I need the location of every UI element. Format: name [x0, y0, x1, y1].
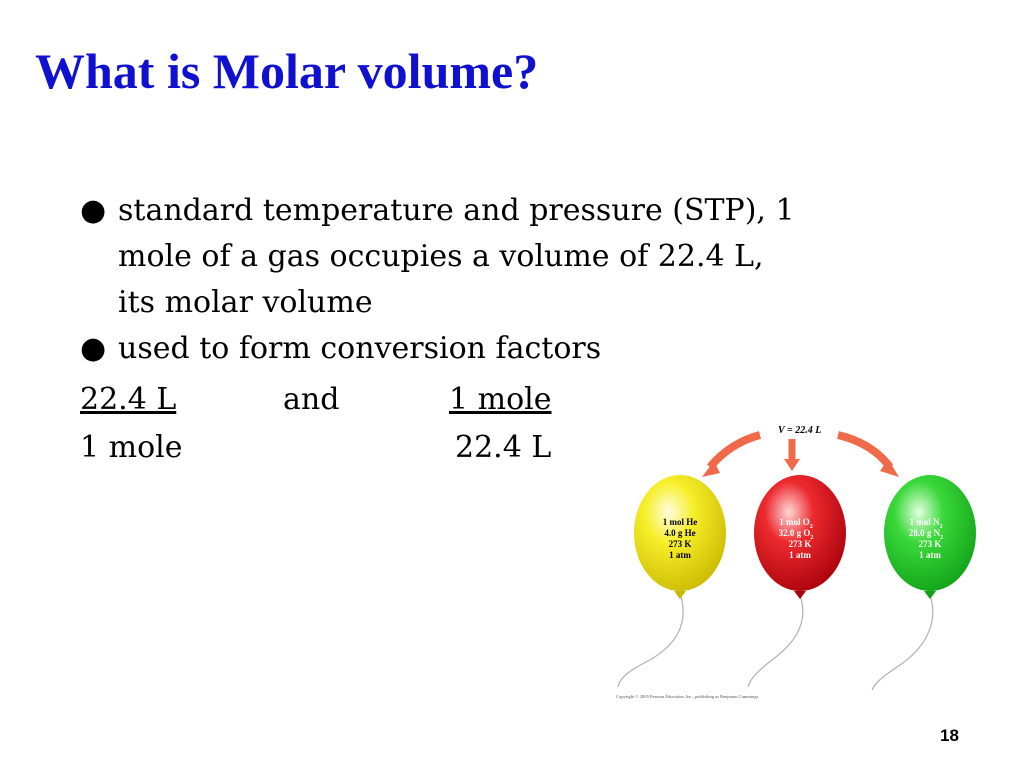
arrow-right-icon: [838, 435, 890, 467]
page-number: 18: [940, 726, 959, 745]
bullet-dot-icon: ●: [80, 193, 107, 228]
factor2-numerator: 1 mole: [449, 382, 552, 417]
balloons-figure: [610, 415, 985, 705]
balloon-text: 28.0 g $N_2$: [908, 528, 944, 541]
bullet-item-2: [80, 326, 900, 372]
arrow-left-icon: [710, 435, 760, 467]
arrow-center-head-icon: [784, 459, 800, 471]
balloon-string-icon: [618, 593, 683, 687]
balloon-string-icon: [748, 595, 803, 687]
balloon-nitrogen: [884, 475, 976, 599]
volume-label: V = 22.4 L: [778, 425, 822, 436]
balloon-text: 1 mol He: [662, 517, 698, 527]
balloon-text: 273 K: [918, 539, 942, 549]
balloon-string-icon: [872, 595, 933, 690]
balloon-text: 273 K: [788, 539, 812, 549]
balloon-text: 1 mol $O_2$: [779, 517, 813, 530]
bullet-line: standard temperature and pressure (STP), 1: [118, 193, 795, 228]
balloon-text: 273 K: [668, 539, 692, 549]
balloon-text: 1 atm: [669, 550, 691, 560]
slide-title: What is Molar volume?: [35, 43, 539, 99]
bullet-item-1: [80, 188, 900, 326]
balloon-text: 1 mol $N_2$: [909, 517, 943, 530]
conversion-connector: and: [283, 382, 340, 417]
bullet-line: its molar volume: [118, 285, 373, 320]
bullet-line: mole of a gas occupies a volume of 22.4 L,: [118, 239, 764, 274]
bullet-list: [80, 188, 900, 372]
bullet-line: used to form conversion factors: [118, 331, 602, 366]
balloon-text: 1 atm: [789, 550, 811, 560]
balloon-oxygen: [754, 475, 846, 599]
balloon-text: 4.0 g He: [664, 528, 696, 538]
balloon-text: 1 atm: [919, 550, 941, 560]
balloon-helium: [634, 475, 726, 599]
factor1-denominator: 1 mole: [80, 430, 183, 465]
balloon-text: 32.0 g $O_2$: [778, 528, 814, 541]
factor1-numerator: 22.4 L: [80, 382, 177, 417]
copyright-text: Copyright © 2005 Pearson Education, Inc., publishing as Benjamin Cummings: [616, 694, 759, 699]
bullet-dot-icon: ●: [80, 331, 107, 366]
factor2-denominator: 22.4 L: [455, 430, 552, 465]
